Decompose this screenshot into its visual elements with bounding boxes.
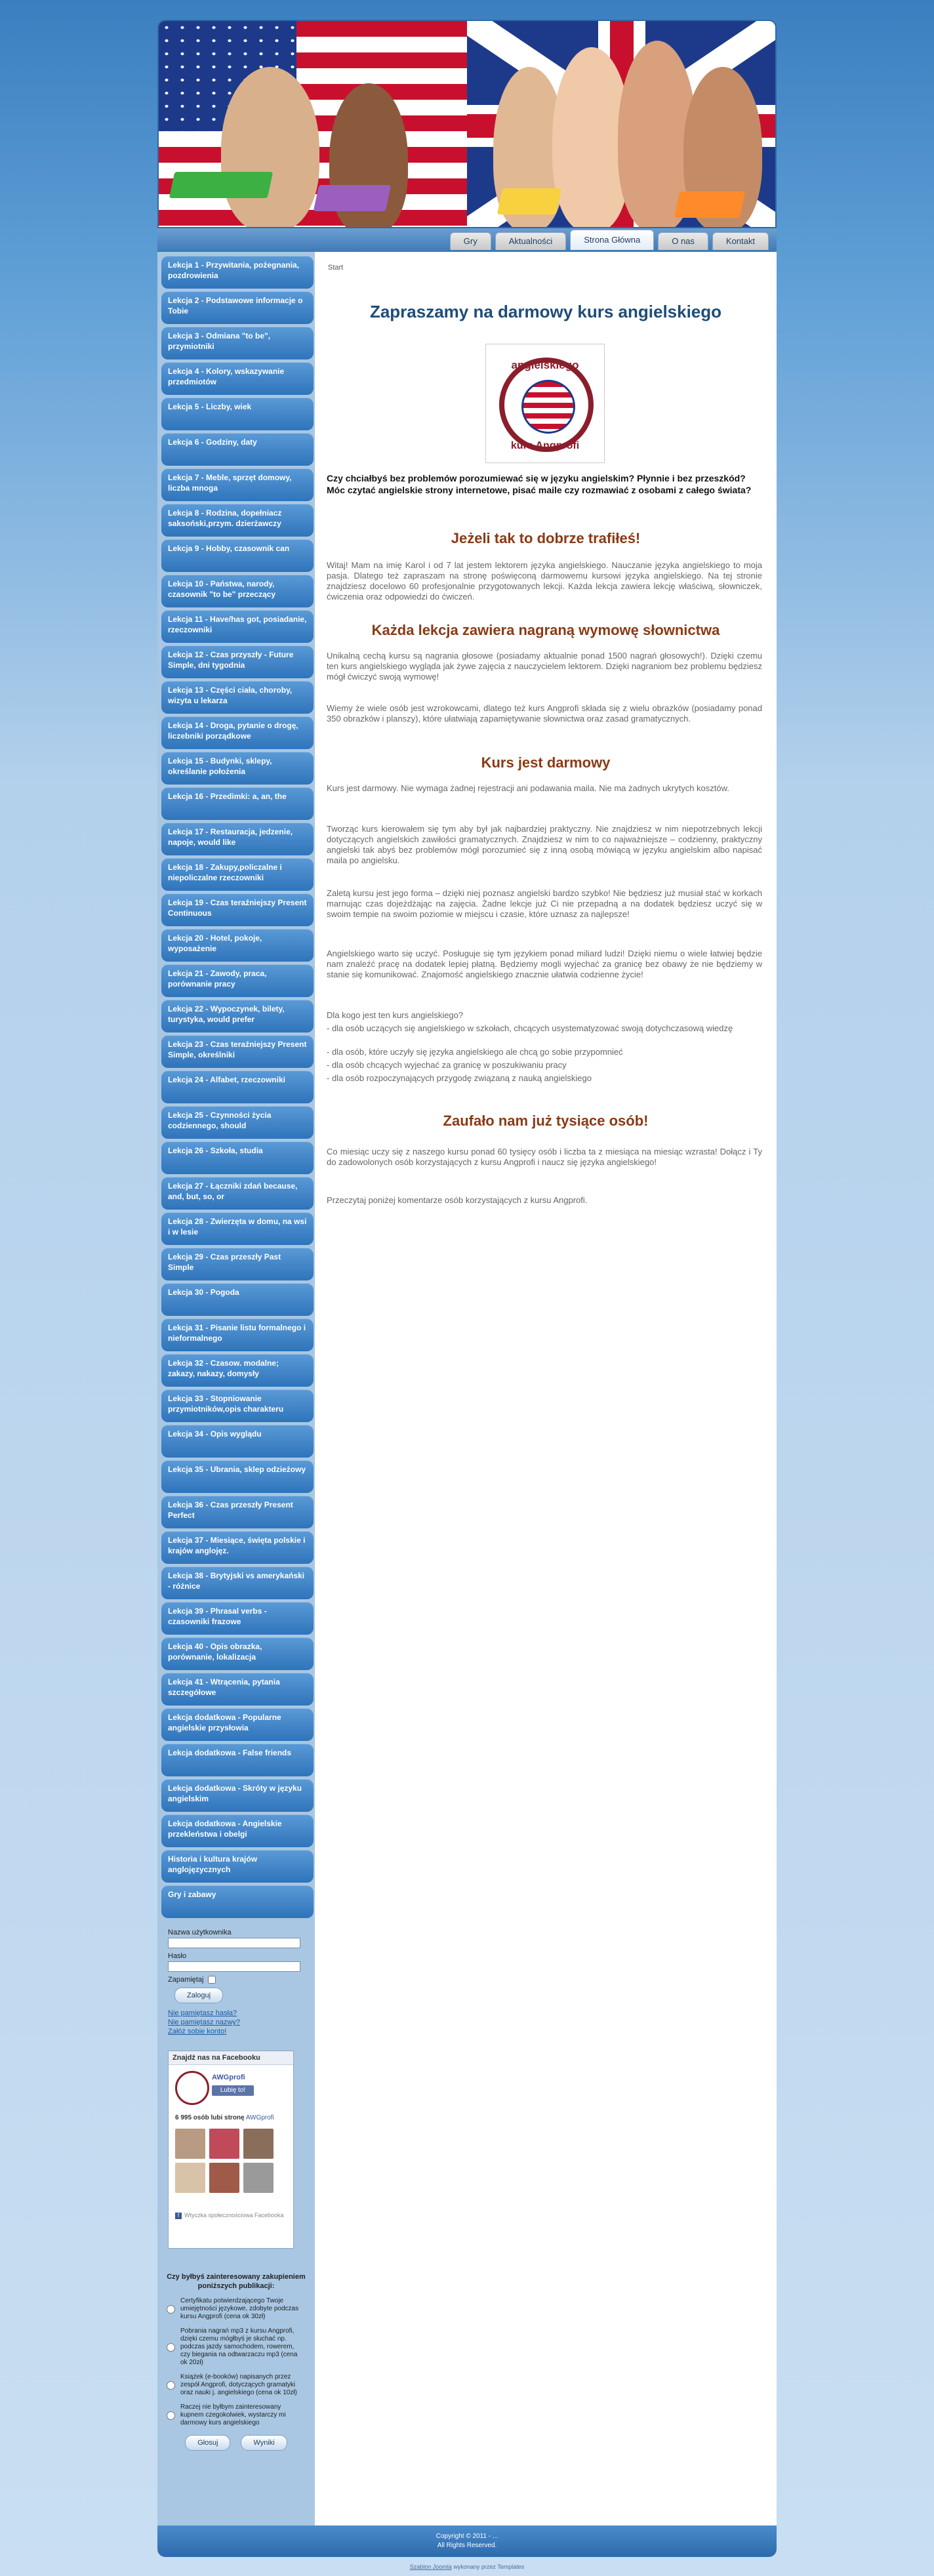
sidebar-lesson-item[interactable]: Lekcja 11 - Have/has got, posiadanie, rzeczowniki <box>161 610 314 643</box>
breadcrumb[interactable]: Start <box>328 264 344 272</box>
audience-title: Dla kogo jest ten kurs angielskiego? <box>327 1010 464 1020</box>
practical-paragraph: Tworząc kurs kierowałem się tym aby był jak najbardziej praktyczny. Nie znajdziesz w nim niepotrzebnych lekcji dotyczących angielskich zawiłości gramatycznych. Znajdziesz w nim to co najważniejsze – codzienny, praktyczny angielski tak abyś bez problemów mógł porozumieć się z inną osobą mówiącą w języku angielskim albo napisać maila po angielsku. <box>327 824 762 865</box>
images-paragraph: Wiemy że wiele osób jest wzrokowcami, dlatego też kurs Angprofi składa się z wielu obrazków (posiadamy ponad 350 obrazków i planszy), które ułatwiają zapamiętywanie słownictwa oraz zasad gramatycznych. <box>327 703 762 724</box>
sidebar-lesson-item[interactable]: Lekcja 35 - Ubrania, sklep odzieżowy <box>161 1460 314 1493</box>
top-nav-bar <box>157 228 777 252</box>
recordings-paragraph: Unikalną cechą kursu są nagrania głosowe (posiadamy aktualnie ponad 1500 nagrań głosowych!). Dzięki czemu ten kurs angielskiego wygląda jak żywe zajęcia z nauczycielem lektorem. Dzięki nagraniom bez problemu będziesz mógł ćwiczyć swoją wymowę! <box>327 651 762 682</box>
remember-label: Zapamiętaj <box>168 1976 204 1984</box>
register-link[interactable]: Załóż sobie konto! <box>168 2028 227 2036</box>
sidebar-lesson-item[interactable]: Lekcja 8 - Rodzina, dopełniacz saksoński,przym. dzierżawczy <box>161 504 314 537</box>
username-input[interactable] <box>168 1938 300 1948</box>
fan-avatar[interactable] <box>209 2163 239 2193</box>
rights-text: All Rights Reserved. <box>437 2542 497 2549</box>
heading-free: Kurs jest darmowy <box>481 754 611 771</box>
audience-item: - dla osób, które uczyły się języka angielskiego ale chcą go sobie przypomnieć <box>327 1047 623 1057</box>
forgot-password-link[interactable]: Nie pamiętasz hasła? <box>168 2009 237 2018</box>
poll-question: Czy byłbyś zainteresowany zakupieniem poniższych publikacji: <box>167 2273 306 2290</box>
login-button[interactable]: Zaloguj <box>174 1988 223 2003</box>
page-logo-icon <box>175 2071 209 2105</box>
nav-strona-glowna[interactable]: Strona Główna <box>570 230 654 250</box>
sidebar-lesson-item[interactable]: Historia i kultura krajów anglojęzycznych <box>161 1850 314 1883</box>
sidebar-lesson-item[interactable]: Lekcja 6 - Godziny, daty <box>161 433 314 466</box>
template-credit-text: wykonany przez Templates <box>453 2564 525 2570</box>
username-label: Nazwa użytkownika <box>168 1929 232 1936</box>
sidebar-lesson-item[interactable]: Lekcja 2 - Podstawowe informacje o Tobie <box>161 291 314 324</box>
sidebar-lesson-item[interactable]: Lekcja 1 - Przywitania, pożegnania, pozdrowienia <box>161 256 314 289</box>
book-image <box>314 185 392 211</box>
login-form <box>168 1929 306 2036</box>
password-input[interactable] <box>168 1961 300 1972</box>
sidebar-lesson-item[interactable]: Lekcja 32 - Czasow. modalne; zakazy, nakazy, domysły <box>161 1354 314 1387</box>
facebook-like-button[interactable]: Lubię to! <box>212 2085 254 2096</box>
nav-kontakt[interactable]: Kontakt <box>712 232 769 250</box>
sidebar-lesson-item[interactable]: Lekcja 28 - Zwierzęta w domu, na wsi i w lesie <box>161 1212 314 1245</box>
audience-item: - dla osób uczących się angielskiego w szkołach, chcących usystematyzować swoją dotychczasową wiedzę <box>327 1023 733 1033</box>
sidebar-lesson-item[interactable]: Lekcja 21 - Zawody, praca, porównanie pracy <box>161 964 314 997</box>
sidebar-lesson-item[interactable]: Lekcja 13 - Części ciała, choroby, wizyta u lekarza <box>161 681 314 714</box>
poll-results-button[interactable]: Wyniki <box>241 2435 287 2451</box>
sidebar-lesson-item[interactable]: Lekcja dodatkowa - False friends <box>161 1744 314 1776</box>
facebook-page-name[interactable]: AWGprofi <box>212 2074 245 2081</box>
sidebar-lesson-item[interactable]: Lekcja 36 - Czas przeszły Present Perfect <box>161 1496 314 1528</box>
poll-option[interactable]: Certyfikatu potwierdzającego Twoje umiejętności językowe, zdobyte podczas kursu Angprofi (cena ok 30zł) <box>167 2297 306 2321</box>
logo-text-bottom: kurs Angprofi <box>510 440 580 451</box>
sidebar-lesson-item[interactable]: Lekcja 26 - Szkoła, studia <box>161 1141 314 1174</box>
facebook-widget <box>168 2051 294 2249</box>
nav-o-nas[interactable]: O nas <box>658 232 708 250</box>
sidebar-lesson-item[interactable]: Lekcja 22 - Wypoczynek, bilety, turystyka, would prefer <box>161 1000 314 1032</box>
student-photo <box>221 67 319 228</box>
sidebar-lesson-item[interactable]: Gry i zabawy <box>161 1885 314 1918</box>
password-label: Hasło <box>168 1952 187 1960</box>
sidebar-lesson-item[interactable]: Lekcja 19 - Czas teraźniejszy Present Continuous <box>161 893 314 926</box>
template-link[interactable]: Szablon Joomla <box>409 2564 452 2570</box>
sidebar-lesson-item[interactable]: Lekcja 15 - Budynki, sklepy, określanie położenia <box>161 752 314 785</box>
poll-radio[interactable] <box>167 2343 175 2352</box>
sidebar-lesson-item[interactable]: Lekcja 30 - Pogoda <box>161 1283 314 1316</box>
book-image <box>169 172 274 198</box>
sidebar-lesson-item[interactable]: Lekcja 4 - Kolory, wskazywanie przedmiotów <box>161 362 314 395</box>
sidebar-lesson-item[interactable]: Lekcja 29 - Czas przeszły Past Simple <box>161 1248 314 1280</box>
sidebar-lesson-item[interactable]: Lekcja 3 - Odmiana "to be", przymiotniki <box>161 327 314 359</box>
poll-radio[interactable] <box>167 2305 175 2314</box>
sidebar-lesson-item[interactable]: Lekcja 34 - Opis wyglądu <box>161 1425 314 1458</box>
forgot-username-link[interactable]: Nie pamiętasz nazwy? <box>168 2018 241 2027</box>
sidebar-lesson-item[interactable]: Lekcja 14 - Droga, pytanie o drogę, liczebniki porządkowe <box>161 716 314 749</box>
sidebar-lesson-item[interactable]: Lekcja 41 - Wtrącenia, pytania szczegółowe <box>161 1673 314 1706</box>
trust-paragraph: Co miesiąc uczy się z naszego kursu ponad 60 tysięcy osób i liczba ta z miesiąca na miesiąc wzrasta! Dołącz i Ty do zadowolonych osób korzystających z kursu Angprofi i naucz się języka angielskiego! <box>327 1147 762 1167</box>
page-wrapper <box>157 20 777 2557</box>
sidebar-lesson-item[interactable]: Lekcja 12 - Czas przyszły - Future Simple, dni tygodnia <box>161 645 314 678</box>
form-paragraph: Zaletą kursu jest jego forma – dzięki niej poznasz angielski bardzo szybko! Nie będziesz już musiał stać w korkach marnując czas dojeżdżając na zajęcia. Żadne lekcje już Ci nie przepadną a na dodatek będziesz uczyć się w swoim tempie na swoim poziomie w miejscu i czasie, które uznasz za najlepsze! <box>327 888 762 919</box>
welcome-paragraph: Witaj! Mam na imię Karol i od 7 lat jestem lektorem języka angielskiego. Nauczanie języka angielskiego to moja pasja. Dlatego też zapraszam na stronę poświęconą darmowemu kursowi języka angielskiego. Na tej stronie znajdziesz docelowo 60 profesjonalnie przygotowanych lekcji. Każda lekcja zawiera lekcję właściwą, słowniczek, ćwiczenia oraz odpowiedzi do ćwiczeń. <box>327 560 762 602</box>
top-nav <box>450 232 769 250</box>
sidebar-lesson-item[interactable]: Lekcja 25 - Czynności życia codziennego, should <box>161 1106 314 1139</box>
sidebar-lesson-item[interactable]: Lekcja 16 - Przedimki: a, an, the <box>161 787 314 820</box>
sidebar-lesson-item[interactable]: Lekcja 17 - Restauracja, jedzenie, napoje, would like <box>161 823 314 855</box>
book-image <box>674 192 746 218</box>
heading-good-choice: Jeżeli tak to dobrze trafiłeś! <box>451 530 641 546</box>
sidebar-lesson-item[interactable]: Lekcja 20 - Hotel, pokoje, wyposażenie <box>161 929 314 962</box>
poll <box>167 2272 306 2451</box>
page-title: Zapraszamy na darmowy kurs angielskiego <box>369 302 722 321</box>
logo-text-top: angielskiego <box>511 359 579 371</box>
sidebar-lesson-item[interactable]: Lekcja 40 - Opis obrazka, porównanie, lokalizacja <box>161 1637 314 1670</box>
fan-avatar[interactable] <box>209 2129 239 2159</box>
facebook-icon: f <box>175 2213 182 2219</box>
nav-aktualnosci[interactable]: Aktualności <box>495 232 566 250</box>
lesson-menu <box>161 256 314 1921</box>
worth-paragraph: Angielskiego warto się uczyć. Posługuje się tym językiem ponad miliard ludzi! Dzięki niemu o wiele łatwiej będzie nam znaleźć pracę na dodatek lepiej płatną. Będziemy mogli wyjechać za granicę bez obawy że nie będziemy w stanie się komunikować. Znajomość angielskiego znacznie ułatwia codzienne życie! <box>327 949 762 979</box>
fan-avatar[interactable] <box>175 2129 205 2159</box>
sidebar-lesson-item[interactable]: Lekcja 38 - Brytyjski vs amerykański - różnice <box>161 1566 314 1599</box>
copyright-text: Copyright © 2011 - ... <box>436 2533 498 2540</box>
sidebar-lesson-item[interactable]: Lekcja 31 - Pisanie listu formalnego i nieformalnego <box>161 1319 314 1351</box>
sidebar-lesson-item[interactable]: Lekcja dodatkowa - Skróty w języku angielskim <box>161 1779 314 1812</box>
audience-item: - dla osób rozpoczynających przygodę związaną z nauką angielskiego <box>327 1073 592 1083</box>
facebook-widget-title: Znajdź nas na Facebooku <box>169 2051 293 2065</box>
poll-radio[interactable] <box>167 2411 175 2420</box>
heading-vocabulary: Każda lekcja zawiera nagraną wymowę słownictwa <box>371 622 720 638</box>
sidebar-lesson-item[interactable]: Lekcja 33 - Stopniowanie przymiotników,opis charakteru <box>161 1389 314 1422</box>
book-image <box>497 188 562 215</box>
audience-item: - dla osób chcących wyjechać za granicę w poszukiwaniu pracy <box>327 1060 567 1070</box>
sidebar-lesson-item[interactable]: Lekcja 27 - Łączniki zdań because, and, but, so, or <box>161 1177 314 1210</box>
facebook-faces <box>175 2129 287 2193</box>
fan-avatar[interactable] <box>243 2163 274 2193</box>
remember-checkbox[interactable] <box>208 1976 216 1984</box>
sidebar-lesson-item[interactable]: Lekcja 39 - Phrasal verbs - czasowniki frazowe <box>161 1602 314 1635</box>
main-content <box>315 252 777 2525</box>
header-banner <box>157 20 777 228</box>
angprofi-logo <box>485 344 605 463</box>
sidebar-lesson-item[interactable]: Lekcja dodatkowa - Popularne angielskie przysłowia <box>161 1708 314 1741</box>
facebook-plugin-note: f Wtyczka społecznościowa Facebooka <box>175 2211 287 2219</box>
poll-vote-button[interactable]: Głosuj <box>185 2435 230 2451</box>
sidebar-lesson-item[interactable]: Lekcja 5 - Liczby, wiek <box>161 398 314 430</box>
nav-gry[interactable]: Gry <box>450 232 491 250</box>
poll-option[interactable]: Raczej nie byłbym zainteresowany kupnem czegokolwiek, wystarczy mi darmowy kurs angielskiego <box>167 2403 306 2427</box>
fan-avatar[interactable] <box>175 2163 205 2193</box>
sidebar-lesson-item[interactable]: Lekcja 10 - Państwa, narody, czasownik "to be" przeczący <box>161 575 314 607</box>
sidebar-lesson-item[interactable]: Lekcja dodatkowa - Angielskie przekleństwa i obelgi <box>161 1814 314 1847</box>
facebook-like-count: 6 995 osób lubi stronę AWGprofi <box>175 2114 274 2121</box>
heading-trust: Zaufało nam już tysiące osób! <box>443 1113 649 1129</box>
fan-avatar[interactable] <box>243 2129 274 2159</box>
footer <box>157 2525 777 2557</box>
sidebar-lesson-item[interactable]: Lekcja 18 - Zakupy,policzalne i niepoliczalne rzeczowniki <box>161 858 314 891</box>
poll-option[interactable]: Pobrania nagrań mp3 z kursu Angprofi, dzięki czemu mógłbyś je słuchać np. podczas jazdy samochodem, rowerem, czy biegania na odtwarzaczu mp3 (cena ok 20zł) <box>167 2327 306 2367</box>
free-paragraph: Kurs jest darmowy. Nie wymaga żadnej rejestracji ani podawania maila. Nie ma żadnych ukrytych kosztów. <box>327 783 729 793</box>
sidebar <box>157 252 315 2525</box>
sidebar-lesson-item[interactable]: Lekcja 37 - Miesiące, święta polskie i krajów anglojęz. <box>161 1531 314 1564</box>
sidebar-lesson-item[interactable]: Lekcja 24 - Alfabet, rzeczowniki <box>161 1071 314 1103</box>
intro-text: Czy chciałbyś bez problemów porozumiewać się w języku angielskim? Płynnie i bez przeszkód? Móc czytać angielskie strony internetowe, pisać maile czy rozmawiać z osobami z całego świata? <box>327 473 752 495</box>
sidebar-lesson-item[interactable]: Lekcja 9 - Hobby, czasownik can <box>161 539 314 572</box>
sidebar-lesson-item[interactable]: Lekcja 7 - Meble, sprzęt domowy, liczba mnoga <box>161 468 314 501</box>
template-credit <box>0 2564 934 2570</box>
poll-option[interactable]: Książek (e-booków) napisanych przez zespół Angprofi, dotyczących gramatyki oraz nauki j. angielskiego (cena ok 10zł) <box>167 2373 306 2397</box>
sidebar-lesson-item[interactable]: Lekcja 23 - Czas teraźniejszy Present Simple, określniki <box>161 1035 314 1068</box>
poll-radio[interactable] <box>167 2381 175 2390</box>
comments-paragraph: Przeczytaj poniżej komentarze osób korzystających z kursu Angprofi. <box>327 1195 588 1205</box>
